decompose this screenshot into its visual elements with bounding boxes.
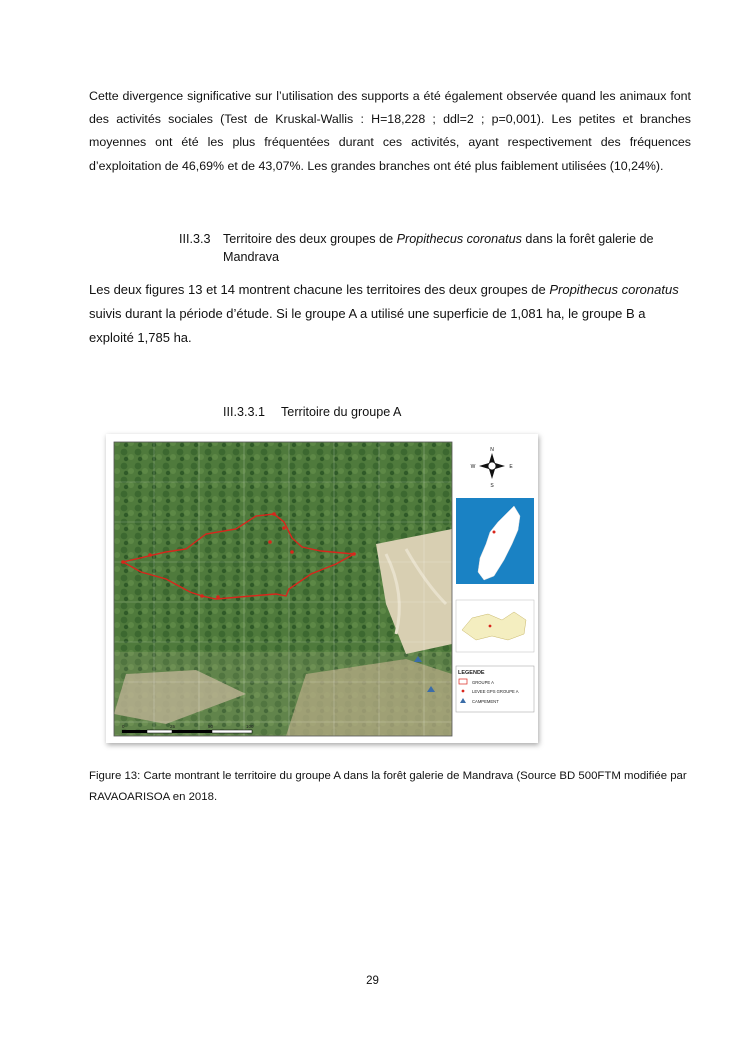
compass-north: N [490, 447, 494, 453]
compass-east: E [509, 464, 513, 470]
legend-gps-swatch [462, 690, 465, 693]
scale-label-50: 50 [208, 724, 214, 729]
legend-item-groupe-a: GROUPE A [472, 680, 494, 685]
legend-item-campement: CAMPEMENT [472, 699, 499, 704]
territory-map-figure [106, 434, 538, 743]
scale-label-25: 25 [170, 724, 176, 729]
subsection-title: Territoire du groupe A [281, 405, 402, 419]
compass-south: S [490, 483, 494, 489]
north-arrow [471, 447, 514, 489]
scale-label-0: 0 [122, 724, 125, 729]
legend-title: LEGENDE [458, 670, 485, 676]
scale-bar [122, 730, 252, 733]
legend-item-gps: LEVEE GPS GROUPE A [472, 689, 519, 694]
compass-west: W [470, 464, 476, 470]
page-number: 29 [366, 975, 379, 987]
section-title: Territoire des deux groupes de Propithecus coronatus dans la forêt galerie de Mandrava [223, 232, 654, 264]
scale-label-100: 100 [246, 724, 254, 729]
section-number: III.3.3 [179, 232, 211, 246]
paragraph-support-divergence: Cette divergence significative sur l’utilisation des supports a été également observée quand les animaux font des activités sociales (Test de Kruskal-Wallis : H=18,228 ; ddl=2 ; p=0,001). Les petites et branches moyennes ont été les plus fréquentées durant ces activités, ayant respectivement des fréquences d’exploitation de 46,69% et de 43,07%. Les grandes branches ont été plus faiblement utilisées (10,24%). [89, 89, 691, 173]
subsection-heading [223, 405, 401, 419]
territory-map [106, 434, 538, 743]
subsection-number: III.3.3.1 [223, 405, 266, 419]
paragraph-territories: Les deux figures 13 et 14 montrent chacune les territoires des deux groupes de Propithecus coronatus suivis durant la période d’étude. Si le groupe A a utilisé une superficie de 1,081 ha, le groupe B a exploité 1,785 ha. [89, 282, 679, 345]
figure-caption: Figure 13: Carte montrant le territoire du groupe A dans la forêt galerie de Mandrava (Source BD 500FTM modifiée par RAVAOARISOA en 2018. [89, 770, 687, 803]
